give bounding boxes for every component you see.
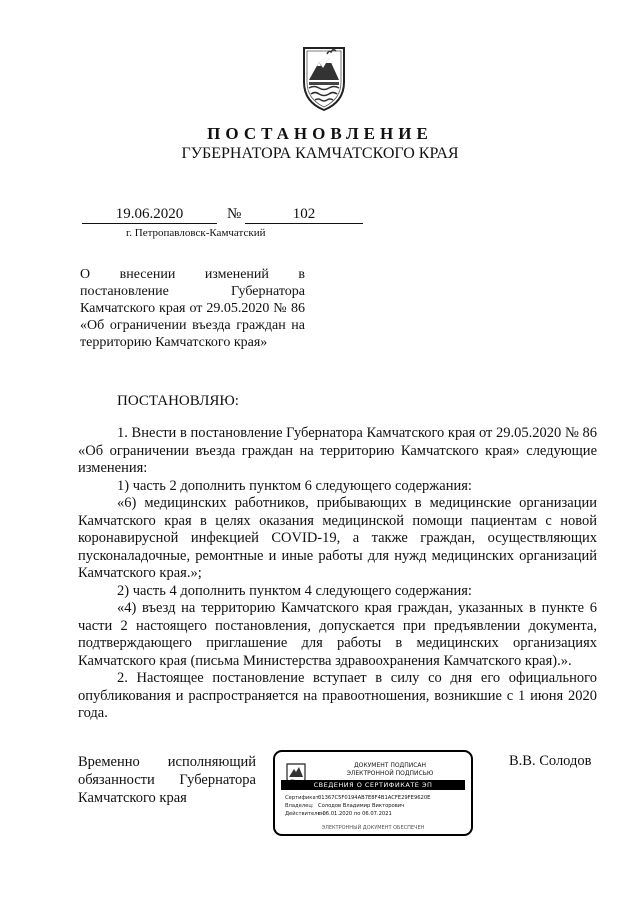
paragraph: «4) въезд на территорию Камчатского края граждан, указанных в пункте 6 части 2 настоящего постановления, допускается при предъявлении документа, подтверждающего приглашение для работы в медицинских организациях Камчатского края (письма Министерства здравоохранения Камчатского края).». [78, 600, 597, 669]
stamp-cert-value: 01367C5F0194AB7E8F4B1ACFE29FE9620E [318, 795, 431, 801]
stamp-footer: ЭЛЕКТРОННЫЙ ДОКУМЕНТ ОБЕСПЕЧЕН [321, 825, 425, 831]
document-subject: О внесении изменений в постановление Губернатора Камчатского края от 29.05.2020 № 86 «Об ограничении въезда граждан на территорию Камчатского края» [80, 267, 305, 350]
document-number: 102 [245, 206, 363, 224]
issue-place: г. Петропавловск-Камчатский [126, 227, 266, 239]
number-sign: № [227, 206, 242, 222]
document-type-title: ПОСТАНОВЛЕНИЕ [207, 124, 433, 143]
stamp-cert-label: Сертификат: [285, 795, 321, 801]
document-body [78, 425, 597, 723]
stamp-cert-row [285, 795, 430, 802]
stamp-heading [315, 762, 465, 778]
document-date: 19.06.2020 [82, 206, 217, 224]
stamp-heading-line1: ДОКУМЕНТ ПОДПИСАН [353, 762, 427, 769]
e-signature-stamp [273, 750, 473, 836]
stamp-valid-value: с 06.01.2020 по 06.07.2021 [318, 811, 392, 817]
signer-name: В.В. Солодов [509, 753, 592, 769]
paragraph: 2) часть 4 дополнить пунктом 4 следующего содержания: [117, 582, 472, 599]
stamp-owner-label: Владелец: [285, 803, 314, 809]
stamp-certificate-bar: СВЕДЕНИЯ О СЕРТИФИКАТЕ ЭП [281, 780, 465, 790]
paragraph: 2. Настоящее постановление вступает в силу со дня его официального опубликования и распространяется на правоотношения, возникшие с 1 июня 2020 года. [78, 670, 597, 721]
decree-word: ПОСТАНОВЛЯЮ: [117, 393, 239, 409]
stamp-heading-line2: ЭЛЕКТРОННОЙ ПОДПИСЬЮ [346, 770, 434, 777]
stamp-owner-value: Солодов Владимир Викторович [318, 803, 405, 809]
stamp-valid-label: Действителен: [285, 811, 326, 817]
paragraph: 1. Внести в постановление Губернатора Камчатского края от 29.05.2020 № 86 «Об ограничении въезда граждан на территорию Камчатского края» следующие изменения: [78, 425, 597, 476]
stamp-owner-row [285, 803, 404, 810]
paragraph: 1) часть 2 дополнить пунктом 6 следующего содержания: [117, 477, 472, 494]
kamchatka-coat-of-arms-icon [300, 44, 348, 112]
paragraph: «6) медицинских работников, прибывающих в медицинские организации Камчатского края в целях оказания медицинской помощи пациентам с новой коронавирусной инфекцией COVID-19, а также граждан, осуществляющих пусконаладочные, ремонтные и иные работы для нужд медицинских организаций Камчатского края.»; [78, 495, 597, 581]
signer-position: Временно исполняющий обязанности Губернатора Камчатского края [78, 754, 256, 806]
issuer-subtitle: ГУБЕРНАТОРА КАМЧАТСКОГО КРАЯ [181, 145, 459, 162]
stamp-valid-row [285, 811, 392, 818]
